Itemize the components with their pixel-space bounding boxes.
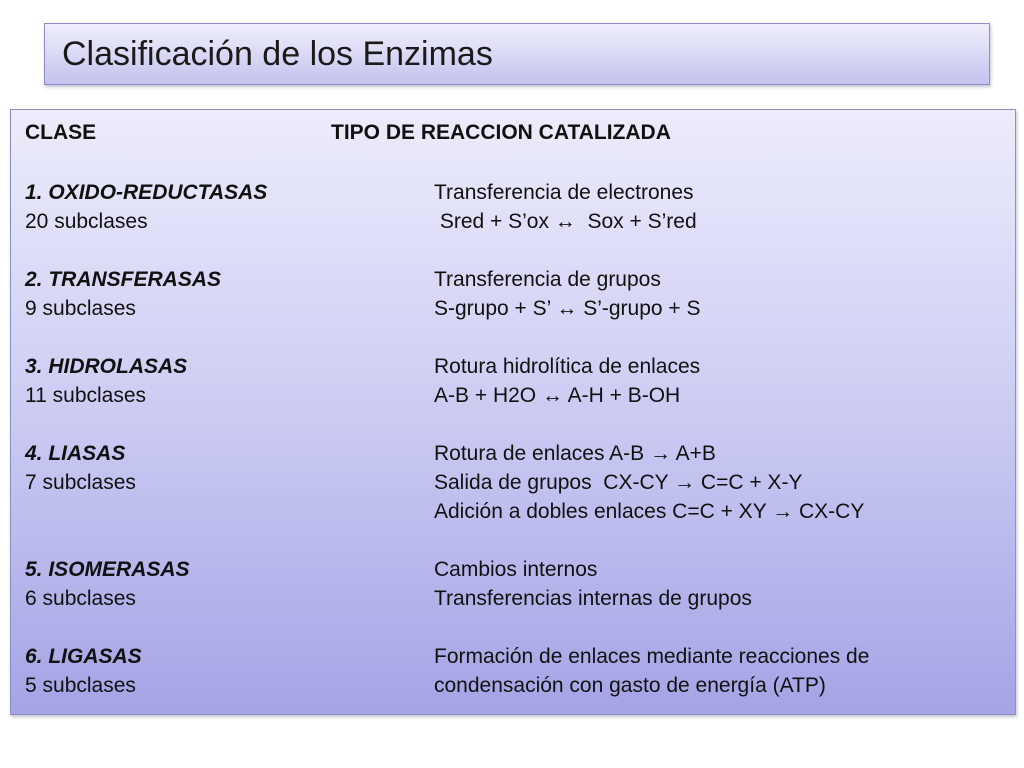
class-subclasses-liasas: 7 subclases [25, 471, 136, 494]
reaction-line: Transferencia de electrones [434, 181, 694, 204]
class-name-hidrolasas: 3. HIDROLASAS [25, 355, 188, 378]
reaction-line: Cambios internos [434, 558, 598, 581]
reaction-line: S-grupo + S’ ↔ S’-grupo + S [434, 297, 701, 320]
class-subclasses-ligasas: 5 subclases [25, 674, 136, 697]
class-name-liasas: 4. LIASAS [25, 442, 126, 465]
class-subclasses-oxidoreductasas: 20 subclases [25, 210, 148, 233]
reaction-line: Rotura hidrolítica de enlaces [434, 355, 701, 378]
reaction-line: condensación con gasto de energía (ATP) [434, 674, 826, 697]
reaction-line: Adición a dobles enlaces C=C + XY → CX-CY [434, 500, 865, 523]
header-clase: CLASE [25, 121, 97, 144]
class-subclasses-isomerasas: 6 subclases [25, 587, 136, 610]
reaction-line: Salida de grupos CX-CY → C=C + X-Y [434, 471, 803, 494]
reaction-line: Sred + S’ox ↔ Sox + S’red [434, 210, 697, 233]
reaction-line: Formación de enlaces mediante reacciones de [434, 645, 870, 668]
slide-title: Clasificación de los Enzimas [62, 35, 493, 73]
class-subclasses-transferasas: 9 subclases [25, 297, 136, 320]
class-name-ligasas: 6. LIGASAS [25, 645, 142, 668]
class-name-isomerasas: 5. ISOMERASAS [25, 558, 190, 581]
class-name-transferasas: 2. TRANSFERASAS [25, 268, 222, 291]
header-tipo-reaccion: TIPO DE REACCION CATALIZADA [331, 121, 671, 144]
title-box [44, 23, 990, 85]
reaction-line: Rotura de enlaces A-B → A+B [434, 442, 716, 465]
content-box [10, 109, 1016, 715]
class-name-oxidoreductasas: 1. OXIDO-REDUCTASAS [25, 181, 268, 204]
reaction-line: A-B + H2O ↔ A-H + B-OH [434, 384, 681, 407]
reaction-line: Transferencia de grupos [434, 268, 661, 291]
class-subclasses-hidrolasas: 11 subclases [25, 384, 147, 407]
reaction-line: Transferencias internas de grupos [434, 587, 752, 610]
